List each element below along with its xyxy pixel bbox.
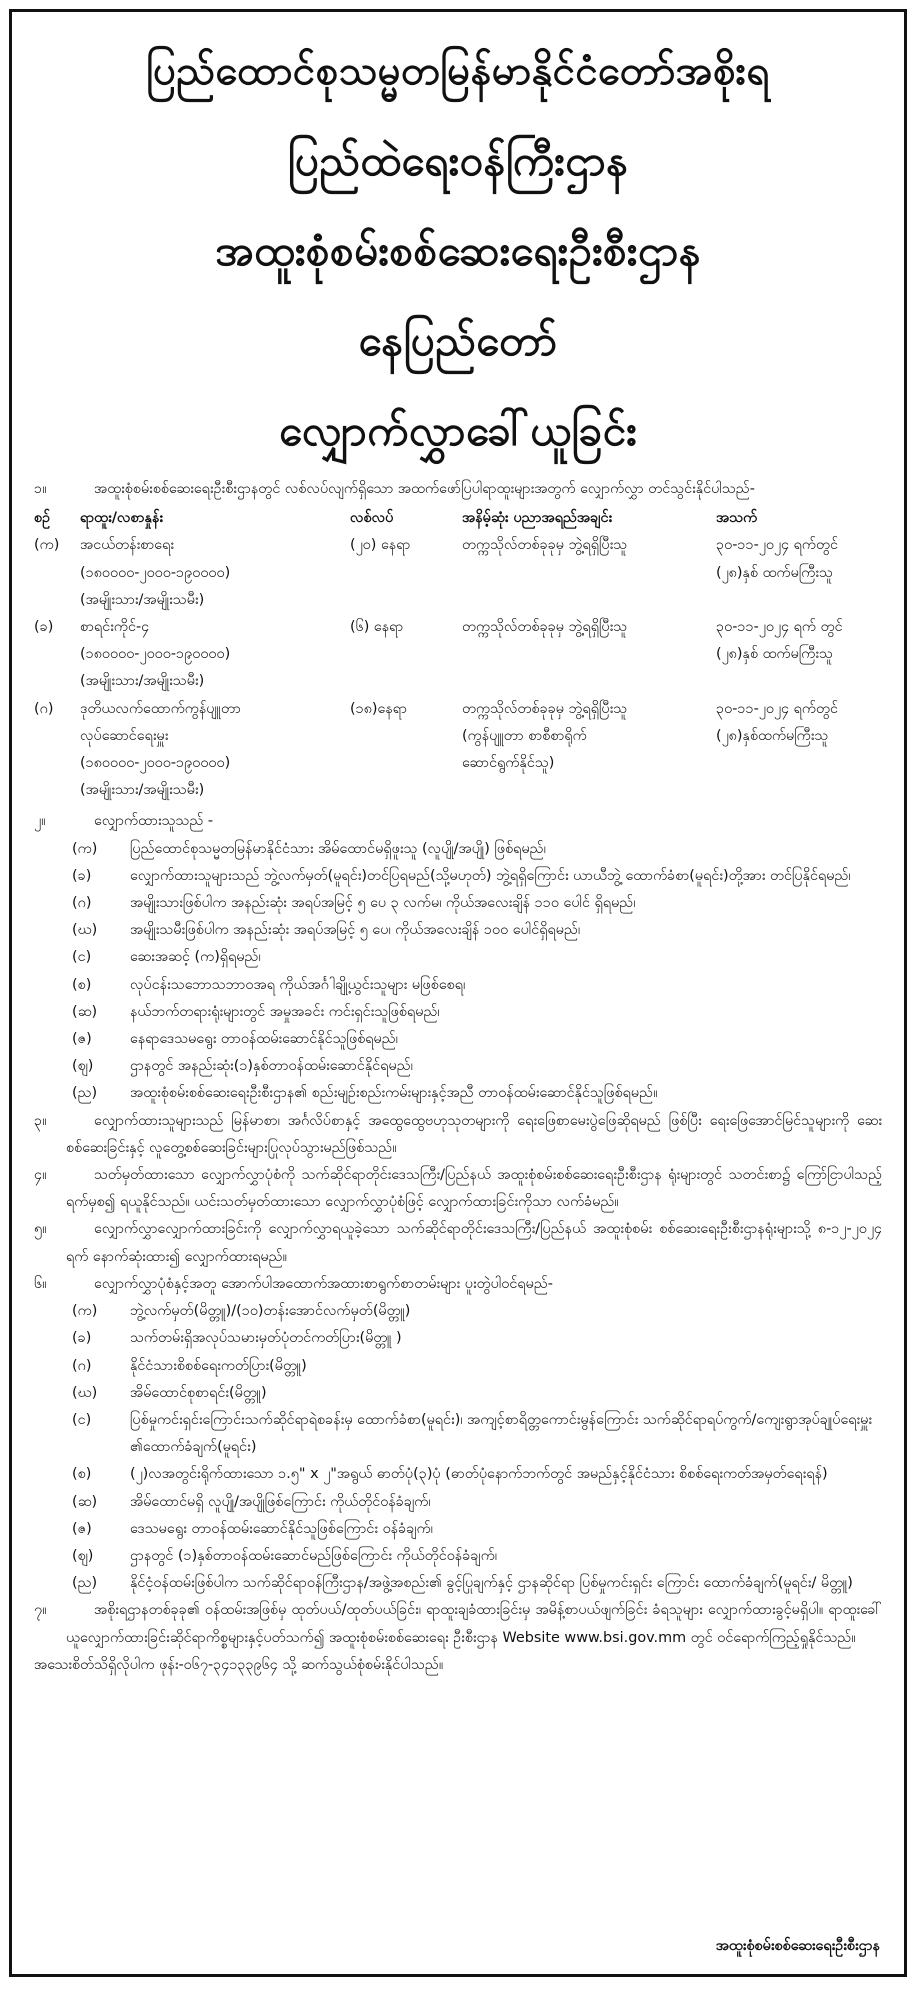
item-text: အမျိုးသမီးဖြစ်ပါက အနည်းဆုံး အရပ်အမြင့် ၅ ပေ၊ ကိုယ်အလေးချိန် ၁၀၀ ပေါင်ရှိရမည်၊ <box>130 922 581 939</box>
position-gender: (အမျိုးသား/အမျိုးသမီး) <box>80 782 205 799</box>
item-label: (ည) <box>72 1575 98 1592</box>
item-label: (က) <box>72 1303 98 1320</box>
row-number: (က) <box>34 537 60 554</box>
item-text: နေရာဒေသမရွေး တာဝန်ထမ်းဆောင်နိုင်သူဖြစ်ရမည်၊ <box>130 1031 398 1048</box>
section-text: အစိုးရဌာနတစ်ခုခု၏ ဝန်ထမ်းအဖြစ်မှ ထုတ်ပယ်/ထုတ်ပယ်ခြင်း၊ ရာထူးချခံထားခြင်းမှ အမိန့်စာပယ်ဖျက်ခြင်း ခံရသူများ လျှောက်ထားခွင့်မရှိပါ။ ရာထူးခေါ်ယူလျှောက်ထားခြင်းဆိုင်ရာကိစ္စများနှင့်ပတ်သက်၍ အထူးစုံစမ်းစစ်ဆေးရေး ဦးစီးဌာန Website www.bsi.gov.mm တွင် ဝင်ရောက်ကြည့်ရှုနိုင်သည်။ <box>66 1602 882 1646</box>
item-text: လုပ်ငန်းသဘောသဘာဝအရ ကိုယ်အင်္ဂါချို့ယွင်းသူများ မဖြစ်စေရ၊ <box>130 976 466 993</box>
section-text: အထူးစုံစမ်းစစ်ဆေးရေးဦးစီးဌာနတွင် လစ်လပ်လျက်ရှိသော အထက်ဖော်ပြပါရာထူးများအတွက် လျှောက်လွှာ တင်သွင်းနိုင်ပါသည်- <box>94 481 755 497</box>
age-cell <box>716 696 882 805</box>
item-text: အထူးစုံစမ်းစစ်ဆေးရေးဦးစီးဌာန၏ စည်းမျဉ်းစည်းကမ်းများနှင့်အညီ တာဝန်ထမ်းဆောင်နိုင်သူဖြစ်ရမည်။ <box>130 1085 658 1102</box>
item-text: အိမ်ထောင်စုစာရင်း(မိတ္တူ) <box>130 1384 267 1401</box>
list-item <box>34 1298 882 1325</box>
section-text: လျှောက်လွှာပုံစံနှင့်အတူ အောက်ပါအထောက်အထားစာရွက်စာတမ်းများ ပူးတွဲပါဝင်ရမည်- <box>94 1275 553 1292</box>
section-number: ၅။ <box>34 1221 47 1238</box>
position-title: စာရင်းကိုင်-၄ <box>80 619 150 636</box>
item-label: (ဇ) <box>72 1520 92 1537</box>
item-text: နိုင်ငံ့ဝန်ထမ်းဖြစ်ပါက သက်ဆိုင်ရာဝန်ကြီးဌာန/အဖွဲ့အစည်း၏ ခွင့်ပြုချက်နှင့် ဌာနဆိုင်ရာ ပြစ်မှုကင်းရှင်း ကြောင်း ထောက်ခံချက်(မူရင်း/ မိတ္တူ) <box>130 1575 853 1592</box>
row-number: (ဂ) <box>34 700 54 717</box>
item-text: သက်တမ်းရှိအလုပ်သမားမှတ်ပုံတင်ကတ်ပြား(မိတ္တူ ) <box>130 1330 402 1347</box>
section-6 <box>34 1271 882 1298</box>
section-text: လျှောက်ထားသူများသည် မြန်မာစာ၊ အင်္ဂလိပ်စာနှင့် အထွေထွေဗဟုသုတများကို ရေးဖြေစာမေးပွဲဖြေဆိုရမည် ဖြစ်ပြီး ရေးဖြေအောင်မြင်သူများကို ဆေးစစ်ဆေးခြင်းနှင့် လူတွေ့စစ်ဆေးခြင်းများပြုလုပ်သွားမည်ဖြစ်သည်။ <box>66 1112 882 1156</box>
position-salary: (၁၈၀၀၀၀-၂၀၀၀-၁၉၀၀၀၀) <box>80 646 231 663</box>
item-label: (စ) <box>72 976 92 993</box>
table-row <box>34 696 882 805</box>
position-gender: (အမျိုးသား/အမျိုးသမီး) <box>80 591 205 608</box>
position-salary: (၁၈၀၀၀၀-၂၀၀၀-၁၉၀၀၀၀) <box>80 755 231 772</box>
table-row <box>34 614 882 696</box>
section-text: လျှောက်လွှာလျှောက်ထားခြင်းကို လျှောက်လွှာရယူခဲ့သော သက်ဆိုင်ရာတိုင်းဒေသကြီး/ပြည်နယ် အထူးစုံစမ်း စစ်ဆေးရေးဦးစီးဌာနရုံးများသို့ ၈-၁၂-၂၀၂၄ ရက် နောက်ဆုံးထား၍ လျှောက်ထားရမည်။ <box>66 1221 882 1265</box>
education-note-cont: ဆောင်ရွက်နိုင်သူ) <box>462 755 555 772</box>
list-item <box>34 1543 882 1570</box>
list-item <box>34 1325 882 1352</box>
column-header-vacancy: လစ်လပ် <box>350 510 394 527</box>
item-label: (ဈ) <box>72 1547 94 1564</box>
item-label: (ဃ) <box>72 922 98 939</box>
position-title-cont: လုပ်ဆောင်ရေးမှူး <box>80 727 169 744</box>
section-number: ၂။ <box>34 813 46 830</box>
column-header-education: အနိမ့်ဆုံး ပညာအရည်အချင်း <box>462 510 613 527</box>
position-title: အငယ်တန်းစာရေး <box>80 537 175 554</box>
position-salary: (၁၈၀၀၀၀-၂၀၀၀-၁၉၀၀၀၀) <box>80 564 231 581</box>
item-text: နယ်ဘက်တရားရုံးများတွင် အမှုအခင်း ကင်းရှင်းသူဖြစ်ရမည်၊ <box>130 1003 440 1020</box>
item-text: လျှောက်ထားသူများသည် ဘွဲ့လက်မှတ်(မူရင်း)တင်ပြရမည်(သို့မဟုတ်) ဘွဲ့ရရှိကြောင်း ယာယီဘွဲ့ ထောက်ခံစာ(မူရင်း)တို့အား တင်ပြနိုင်ရမည်၊ <box>130 867 851 884</box>
vacancy-cell: (၂၀) နေရာ <box>350 537 411 554</box>
list-item <box>34 1380 882 1407</box>
notice-body <box>34 476 882 1679</box>
age-date: ၃၀-၁၁-၂၀၂၄ ရက်တွင် <box>716 700 839 717</box>
section-number: ၆။ <box>34 1275 47 1292</box>
list-item <box>34 999 882 1026</box>
education-note: (ကွန်ပျူတာ စာစီစာရိုက် <box>462 727 587 744</box>
age-limit: (၂၈)နှစ် ထက်မကြီးသူ <box>716 646 833 663</box>
list-item <box>34 1080 882 1107</box>
item-label: (ည) <box>72 1085 98 1102</box>
section-5 <box>34 1216 882 1270</box>
vacancy-table <box>34 505 882 804</box>
age-date: ၃၀-၁၁-၂၀၂၄ ရက်တွင် <box>716 537 839 554</box>
item-label: (င) <box>72 1411 92 1428</box>
item-label: (ခ) <box>72 867 92 884</box>
age-date: ၃၀-၁၁-၂၀၂၄ ရက် တွင် <box>716 619 843 636</box>
item-text: အိမ်ထောင်မရှိ လူပျို/အပျိုဖြစ်ကြောင်း ကိုယ်တိုင်ဝန်ခံချက်၊ <box>130 1493 431 1510</box>
item-text: နိုင်ငံသားစိစစ်ရေးကတ်ပြား(မိတ္တူ) <box>130 1357 307 1374</box>
position-cell <box>80 614 350 696</box>
item-label: (ဇ) <box>72 1031 92 1048</box>
item-text: ဘွဲ့လက်မှတ်(မိတ္တူ)/(၁၀)တန်းအောင်လက်မှတ်(မိတ္တူ) <box>130 1303 411 1320</box>
list-item <box>34 972 882 999</box>
section-number: ၄။ <box>34 1167 47 1184</box>
section-number: ၁။ <box>34 481 47 497</box>
item-label: (ဂ) <box>72 1357 92 1374</box>
item-text: (၂)လအတွင်းရိုက်ထားသော ၁.၅" x ၂"အရွယ် ဓာတ်ပုံ(၃)ပုံ (ဓာတ်ပုံနောက်ဘက်တွင် အမည်နှင့်နိုင်ငံသား စိစစ်ရေးကတ်အမှတ်ရေးရန်) <box>130 1466 828 1483</box>
section-1 <box>34 476 882 503</box>
item-label: (စ) <box>72 1466 92 1483</box>
position-gender: (အမျိုးသား/အမျိုးသမီး) <box>80 673 205 690</box>
position-cell <box>80 696 350 805</box>
section-text: လျှောက်ထားသူသည် - <box>94 813 214 830</box>
list-item <box>34 1407 882 1461</box>
item-label: (ဆ) <box>72 1493 98 1510</box>
item-text: ဌာနတွင် (၁)နှစ်တာဝန်ထမ်းဆောင်မည်ဖြစ်ကြောင်း ကိုယ်တိုင်ဝန်ခံချက်၊ <box>130 1547 498 1564</box>
list-item <box>34 917 882 944</box>
education-cell <box>462 614 716 696</box>
item-text: ဆေးအဆင့် (က)ရှိရမည်၊ <box>130 949 261 966</box>
section-number: ၇။ <box>34 1602 47 1619</box>
age-limit: (၂၈)နှစ်ထက်မကြီးသူ <box>716 727 829 744</box>
item-label: (င) <box>72 949 92 966</box>
column-header-position: ရာထူး/လစာနှုန်း <box>80 510 164 527</box>
item-label: (က) <box>72 840 98 857</box>
education-cell <box>462 532 716 614</box>
education-text: တက္ကသိုလ်တစ်ခုခုမှ ဘွဲ့ရရှိပြီးသူ <box>462 619 628 636</box>
signature: အထူးစုံစမ်းစစ်ဆေးရေးဦးစီးဌာန <box>715 1938 880 1954</box>
item-text: ဒေသမရွေး တာဝန်ထမ်းဆောင်နိုင်သူဖြစ်ကြောင်း ဝန်ခံချက်၊ <box>130 1520 433 1537</box>
list-item <box>34 1570 882 1597</box>
list-item <box>34 1461 882 1488</box>
table-header-row <box>34 505 882 532</box>
list-item <box>34 1026 882 1053</box>
item-label: (ဆ) <box>72 1003 98 1020</box>
item-text: အမျိုးသားဖြစ်ပါက အနည်းဆုံး အရပ်အမြင့် ၅ ပေ ၃ လက်မ၊ ကိုယ်အလေးချိန် ၁၁၀ ပေါင် ရှိရမည်၊ <box>130 895 636 912</box>
section-number: ၃။ <box>34 1112 47 1129</box>
notice-header <box>34 26 882 476</box>
item-label: (ဂ) <box>72 895 92 912</box>
age-cell <box>716 532 882 614</box>
notice-page <box>9 9 907 1977</box>
header-line-ministry: ပြည်ထဲရေးဝန်ကြီးဌာန <box>287 136 629 185</box>
list-item <box>34 836 882 863</box>
item-label: (ဃ) <box>72 1384 98 1401</box>
header-line-title: လျှောက်လွှာခေါ်ယူခြင်း <box>278 406 638 455</box>
list-item <box>34 1489 882 1516</box>
section-2 <box>34 808 882 835</box>
item-text: ပြစ်မှုကင်းရှင်းကြောင်းသက်ဆိုင်ရာရဲစခန်းမှ ထောက်ခံစာ(မူရင်း)၊ အကျင့်စာရိတ္တကောင်းမွန်ကြောင်း သက်ဆိုင်ရာရပ်ကွက်/ကျေးရွာအုပ်ချုပ်ရေးမှူး ၏ထောက်ခံချက်(မူရင်း) <box>130 1411 873 1456</box>
list-item <box>34 1353 882 1380</box>
section-7 <box>34 1597 882 1651</box>
list-item <box>34 863 882 890</box>
position-title: ဒုတိယလက်ထောက်ကွန်ပျူတာ <box>80 700 241 717</box>
table-row <box>34 532 882 614</box>
item-label: (ခ) <box>72 1330 92 1347</box>
list-item <box>34 944 882 971</box>
header-line-government: ပြည်ထောင်စုသမ္မတမြန်မာနိုင်ငံတော်အစိုးရ <box>146 48 770 94</box>
header-line-department: အထူးစုံစမ်းစစ်ဆေးရေးဦးစီးဌာန <box>214 226 702 275</box>
vacancy-cell: (၆) နေရာ <box>350 619 404 636</box>
column-header-age: အသက် <box>716 510 758 527</box>
column-header-no: စဉ် <box>34 510 51 527</box>
age-cell <box>716 614 882 696</box>
section-4 <box>34 1162 882 1216</box>
education-text: တက္ကသိုလ်တစ်ခုခုမှ ဘွဲ့ရရှိပြီးသူ <box>462 700 628 717</box>
education-cell <box>462 696 716 805</box>
list-item <box>34 890 882 917</box>
contact-line: အသေးစိတ်သိရှိလိုပါက ဖုန်း-၀၆၇-၃၄၁၃၃၉၆၄ သို့ ဆက်သွယ်စုံစမ်းနိုင်ပါသည်။ <box>34 1656 444 1673</box>
item-text: ဌာနတွင် အနည်းဆုံး(၁)နှစ်တာဝန်ထမ်းဆောင်နိုင်ရမည်၊ <box>130 1058 413 1075</box>
education-text: တက္ကသိုလ်တစ်ခုခုမှ ဘွဲ့ရရှိပြီးသူ <box>462 537 628 554</box>
row-number: (ခ) <box>34 619 54 636</box>
list-item <box>34 1053 882 1080</box>
section-text: သတ်မှတ်ထားသော လျှောက်လွှာပုံစံကို သက်ဆိုင်ရာတိုင်းဒေသကြီး/ပြည်နယ် အထူးစုံစမ်းစစ်ဆေးရေးဦးစီးဌာန ရုံးများတွင် သတင်းစာ၌ ကြော်ငြာပါသည့်ရက်မှစ၍ ရယူနိုင်သည်။ ယင်းသတ်မှတ်ထားသော လျှောက်လွှာပုံစံဖြင့် လျှောက်ထားခြင်းကိုသာ လက်ခံမည်။ <box>66 1167 882 1211</box>
list-item <box>34 1516 882 1543</box>
item-label: (ဈ) <box>72 1058 94 1075</box>
position-cell <box>80 532 350 614</box>
item-text: ပြည်ထောင်စုသမ္မတမြန်မာနိုင်ငံသား အိမ်ထောင်မရှိဖူးသူ (လူပျို/အပျို) ဖြစ်ရမည်၊ <box>130 840 546 857</box>
section-3 <box>34 1108 882 1162</box>
vacancy-cell: (၁၈)နေရာ <box>350 700 407 717</box>
age-limit: (၂၈)နှစ် ထက်မကြီးသူ <box>716 564 833 581</box>
header-line-city: နေပြည်တော် <box>358 316 558 365</box>
